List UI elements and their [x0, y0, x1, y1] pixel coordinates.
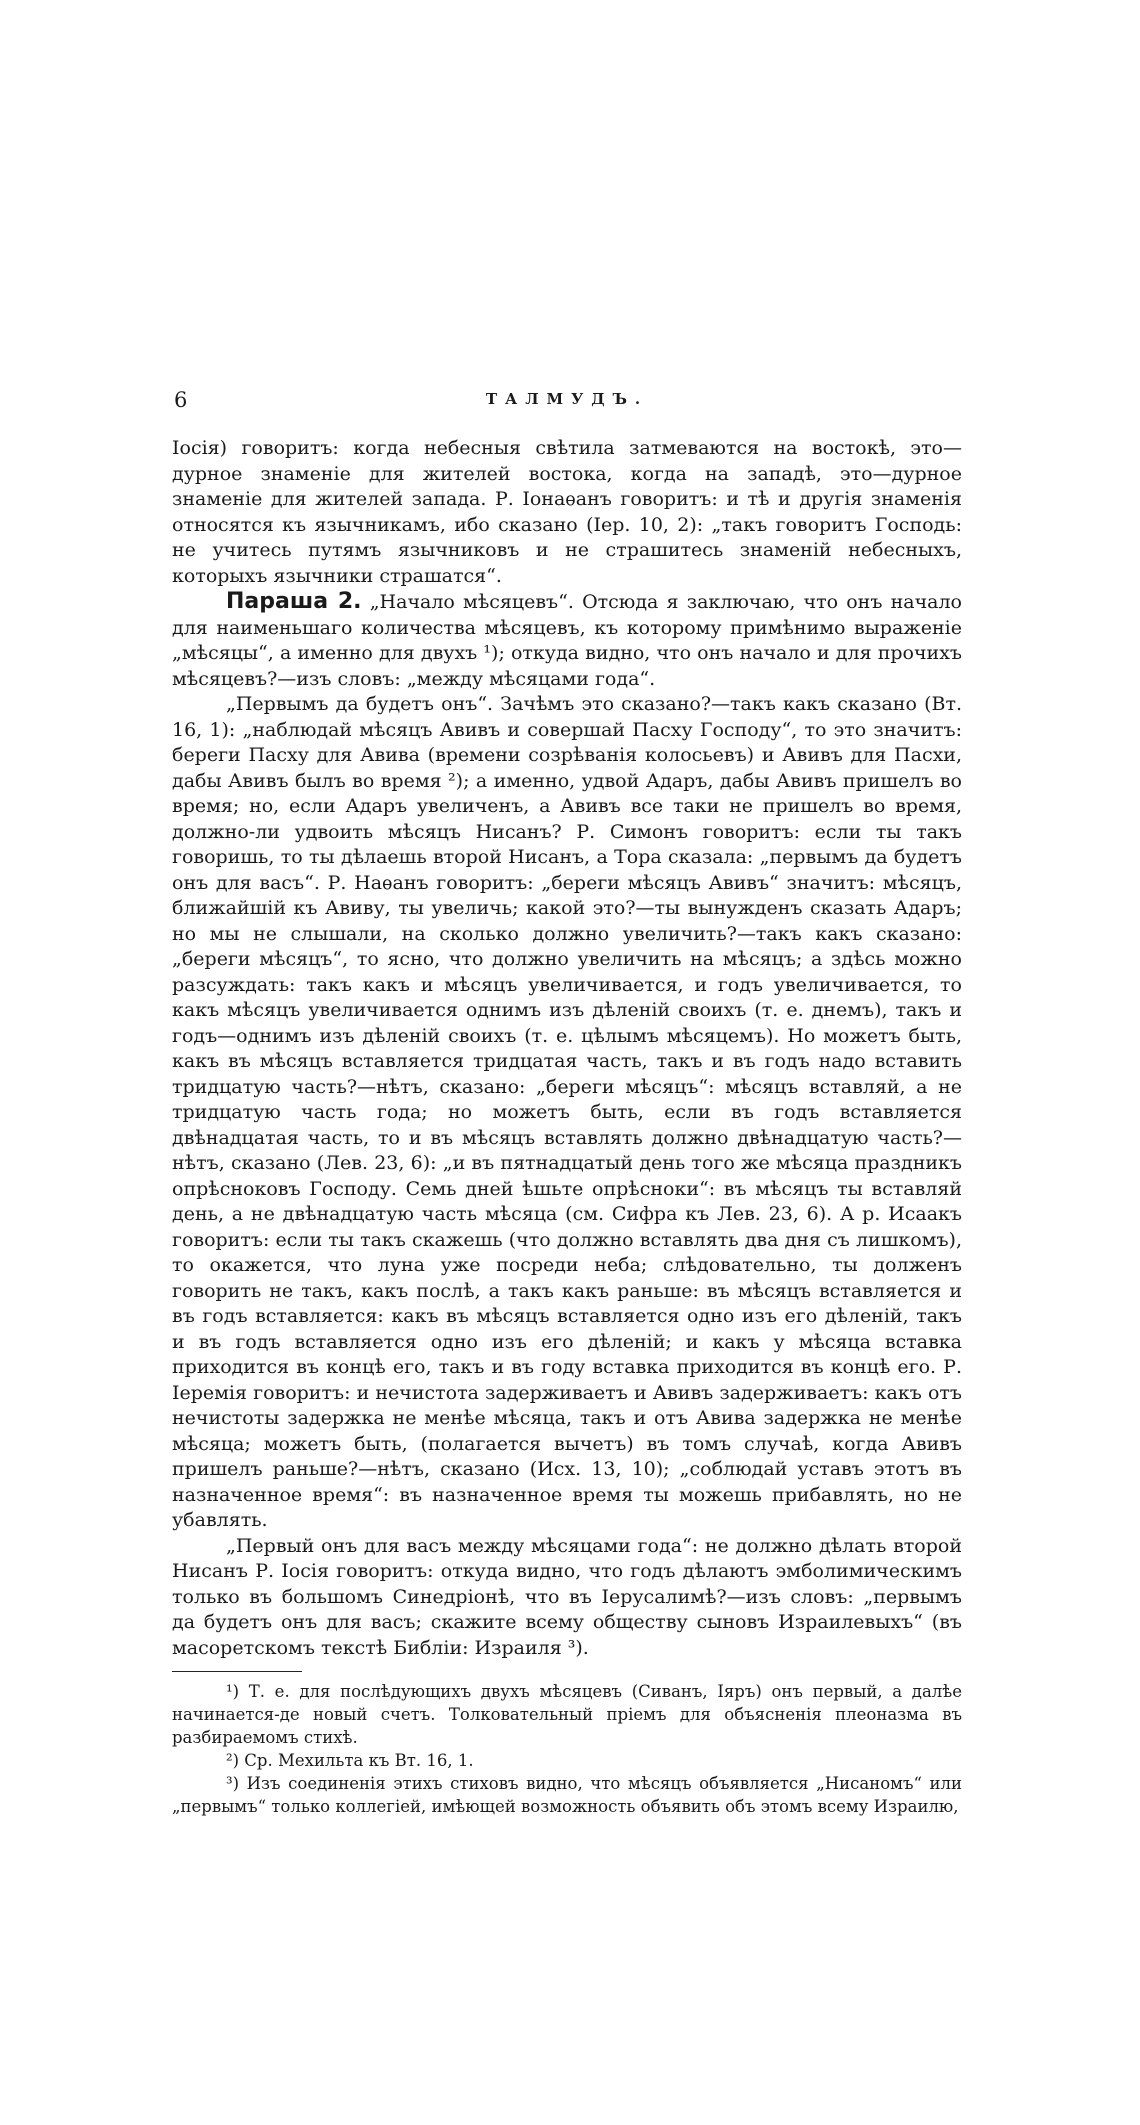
paragraph: „Первый онъ для васъ между мѣсяцами года“: не должно дѣлать второй Нисанъ Р. Іосія говоритъ: откуда видно, что годъ дѣлаютъ эмболимическимъ только въ большомъ Синедріонѣ, что въ Іерусалимѣ?—изъ словъ: „первымъ да будетъ онъ для васъ; скажите всему обществу сыновъ Израилевыхъ“ (въ масоретскомъ текстѣ Библіи: Израиля ³).: [172, 1534, 962, 1659]
book-page: [172, 388, 962, 1818]
page-number: 6: [174, 388, 188, 412]
footnote-3: ³) Изъ соединенія этихъ стиховъ видно, что мѣсяцъ объявляется „Нисаномъ“ или „первымъ“ только коллегіей, имѣющей возможность объявить объ этомъ всему Израилю,: [172, 1774, 962, 1816]
section-heading: Параша 2.: [226, 589, 362, 614]
paragraph-parasha-2: [172, 589, 962, 692]
main-text: [172, 436, 962, 1661]
paragraph-text: „Начало мѣсяцевъ“. Отсюда я заключаю, что онъ начало для наименьшаго количества мѣсяцевъ, къ которому примѣнимо выраженіе „мѣсяцы“, а именно для двухъ ¹); откуда видно, что онъ начало и для прочихъ мѣсяцевъ?—изъ словъ: „между мѣсяцами года“.: [172, 591, 962, 690]
footnote-1: ¹) Т. е. для послѣдующихъ двухъ мѣсяцевъ (Сиванъ, Іяръ) онъ первый, а далѣе начинается-де новый счетъ. Толковательный пріемъ для объясненія плеоназма въ разбираемомъ стихѣ.: [172, 1682, 962, 1747]
paragraph-continuation: Іосія) говоритъ: когда небесныя свѣтила затмеваются на востокѣ, это—дурное знаменіе для жителей востока, когда на западѣ, это—дурное знаменіе для жителей запада. Р. Іонаѳанъ говоритъ: и тѣ и другія знаменія относятся къ язычникамъ, ибо сказано (Іер. 10, 2): „такъ говоритъ Господь: не учитесь путямъ язычниковъ и не страшитесь знаменій небесныхъ, которыхъ язычники страшатся“.: [172, 437, 962, 587]
footnote-2: ²) Ср. Мехильта къ Вт. 16, 1.: [226, 1751, 474, 1770]
footnotes: [172, 1680, 962, 1818]
footnote-divider: [172, 1671, 302, 1672]
running-head: [172, 388, 962, 418]
running-title: ТАЛМУДЪ.: [485, 390, 649, 408]
paragraph: „Первымъ да будетъ онъ“. Зачѣмъ это сказано?—такъ какъ сказано (Вт. 16, 1): „наблюдай мѣсяцъ Авивъ и совершай Пасху Господу“, то это значитъ: береги Пасху для Авива (времени созрѣванія колосьевъ) и Авивъ для Пасхи, дабы Авивъ былъ во время ²); а именно, удвой Адаръ, дабы Авивъ пришелъ во время; но, если Адаръ увеличенъ, а Авивъ все таки не пришелъ во время, должно-ли удвоить мѣсяцъ Нисанъ? Р. Симонъ говоритъ: если ты такъ говоришь, то ты дѣлаешь второй Нисанъ, а Тора сказала: „первымъ да будетъ онъ для васъ“. Р. Наѳанъ говоритъ: „береги мѣсяцъ Авивъ“ значитъ: мѣсяцъ, ближайшій къ Авиву, ты увеличь; какой это?—ты вынужденъ сказать Адаръ; но мы не слышали, на сколько должно увеличить?—такъ какъ сказано: „береги мѣсяцъ“, то ясно, что должно увеличить на мѣсяцъ; а здѣсь можно разсуждать: такъ какъ и мѣсяцъ увеличивается, и годъ увеличивается, то какъ мѣсяцъ увеличивается однимъ изъ дѣленій своихъ (т. е. днемъ), такъ и годъ—однимъ изъ дѣленій своихъ (т. е. цѣлымъ мѣсяцемъ). Но можетъ быть, какъ въ мѣсяцъ вставляется тридцатая часть, такъ и въ годъ надо вставить тридцатую часть?—нѣтъ, сказано: „береги мѣсяцъ“: мѣсяцъ вставляй, а не тридцатую часть года; но можетъ быть, если въ годъ вставляется двѣнадцатая часть, то и въ мѣсяцъ вставлять должно двѣнадцатую часть?—нѣтъ, сказано (Лев. 23, 6): „и въ пятнадцатый день того же мѣсяца праздникъ опрѣсноковъ Господу. Семь дней ѣшьте опрѣсноки“: въ мѣсяцъ ты вставляй день, а не двѣнадцатую часть мѣсяца (см. Сифра къ Лев. 23, 6). А р. Исаакъ говоритъ: если ты такъ скажешь (что должно вставлять два дня съ лишкомъ), то окажется, что луна уже посреди неба; слѣдовательно, ты долженъ говорить не такъ, какъ послѣ, а такъ какъ раньше: въ мѣсяцъ вставляется и въ годъ вставляется: какъ въ мѣсяцъ вставляется одно изъ его дѣленій, такъ и въ годъ вставляется одно изъ его дѣленій; и какъ у мѣсяца вставка приходится въ концѣ его, такъ и въ году вставка приходится въ концѣ его. Р. Іеремія говоритъ: и нечистота задерживаетъ и Авивъ задерживаетъ: какъ отъ нечистоты задержка не менѣе мѣсяца, такъ и отъ Авива задержка не менѣе мѣсяца; можетъ быть, (полагается вычетъ) въ томъ случаѣ, когда Авивъ пришелъ раньше?—нѣтъ, сказано (Исх. 13, 10); „соблюдай уставъ этотъ въ назначенное время“: въ назначенное время ты можешь прибавлять, но не убавлять.: [172, 693, 962, 1531]
